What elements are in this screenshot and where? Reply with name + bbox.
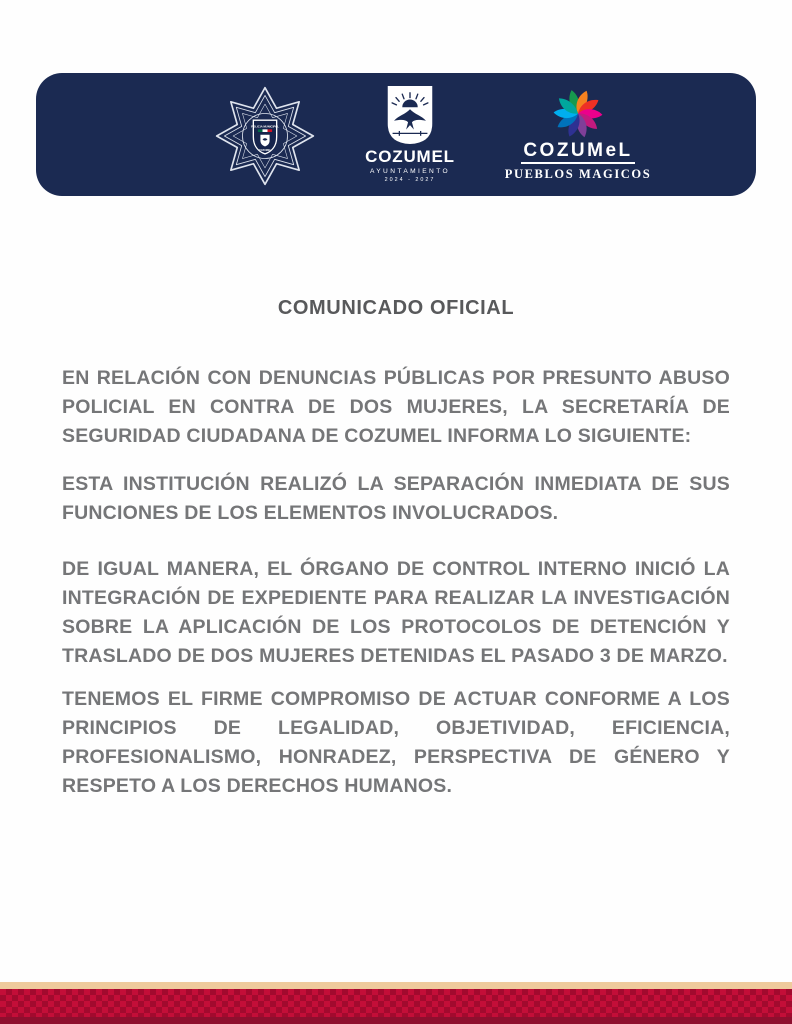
text-line: FUNCIONES DE LOS ELEMENTOS INVOLUCRADOS.	[62, 502, 559, 524]
ayuntamiento-period: 2024 - 2027	[384, 177, 436, 183]
flag-white-stripe	[263, 129, 268, 132]
ayuntamiento-logo	[358, 85, 462, 187]
footer-crimson-band	[0, 989, 792, 1017]
ayuntamiento-subtitle: AYUNTAMIENTO	[369, 168, 451, 175]
pueblos-magicos-subtitle: PUEBLOS MAGICOS	[504, 167, 652, 181]
police-municipal-logo	[204, 86, 326, 186]
text-line: DE IGUAL MANERA, EL ÓRGANO DE CONTROL INTERNO INICIÓ LA	[62, 558, 730, 580]
text-line: SOBRE LA APLICACIÓN DE LOS PROTOCOLOS DE DETENCIÓN Y	[62, 616, 730, 638]
header-banner	[36, 73, 756, 196]
police-star-badge-icon	[213, 86, 317, 186]
document-title: COMUNICADO OFICIAL	[277, 297, 515, 319]
text-line: ESTA INSTITUCIÓN REALIZÓ LA SEPARACIÓN INMEDIATA DE SUS	[62, 473, 730, 495]
text-line: SEGURIDAD CIUDADANA DE COZUMEL INFORMA LO SIGUIENTE:	[62, 425, 692, 447]
text-line: PROFESIONALISMO, HONRADEZ, PERSPECTIVA DE GÉNERO Y	[62, 746, 730, 768]
paragraph-4	[62, 685, 730, 801]
paragraph-3	[62, 555, 730, 671]
paragraph-1	[62, 364, 730, 451]
text-line: RESPETO A LOS DERECHOS HUMANOS.	[62, 775, 453, 797]
pueblos-magicos-pinwheel-icon	[552, 86, 604, 138]
footer-dark-stripe	[0, 1017, 792, 1024]
text-line: POLICIAL EN CONTRA DE DOS MUJERES, LA SECRETARÍA DE	[62, 396, 730, 418]
paragraph-2	[62, 470, 730, 528]
ayuntamiento-title: COZUMEL	[365, 147, 455, 166]
pueblos-magicos-logo	[488, 86, 668, 186]
pueblos-magicos-wordmark: COZUMeL	[521, 140, 634, 164]
text-line: TRASLADO DE DOS MUJERES DETENIDAS EL PASADO 3 DE MARZO.	[62, 645, 728, 667]
flag-green-stripe	[258, 129, 263, 132]
badge-top-label: POLICIA MUNICIPAL	[251, 124, 279, 129]
text-line: INTEGRACIÓN DE EXPEDIENTE PARA REALIZAR LA INVESTIGACIÓN	[62, 587, 730, 609]
flag-red-stripe	[268, 129, 273, 132]
text-line: EN RELACIÓN CON DENUNCIAS PÚBLICAS POR PRESUNTO ABUSO	[62, 367, 730, 389]
text-line: PRINCIPIOS DE LEGALIDAD, OBJETIVIDAD, EFICIENCIA,	[62, 717, 730, 739]
ayuntamiento-shield-icon	[385, 85, 435, 145]
text-line: TENEMOS EL FIRME COMPROMISO DE ACTUAR CONFORME A LOS	[62, 688, 730, 710]
footer-gold-stripe	[0, 982, 792, 989]
badge-bottom-label: COZUMEL	[258, 149, 272, 153]
